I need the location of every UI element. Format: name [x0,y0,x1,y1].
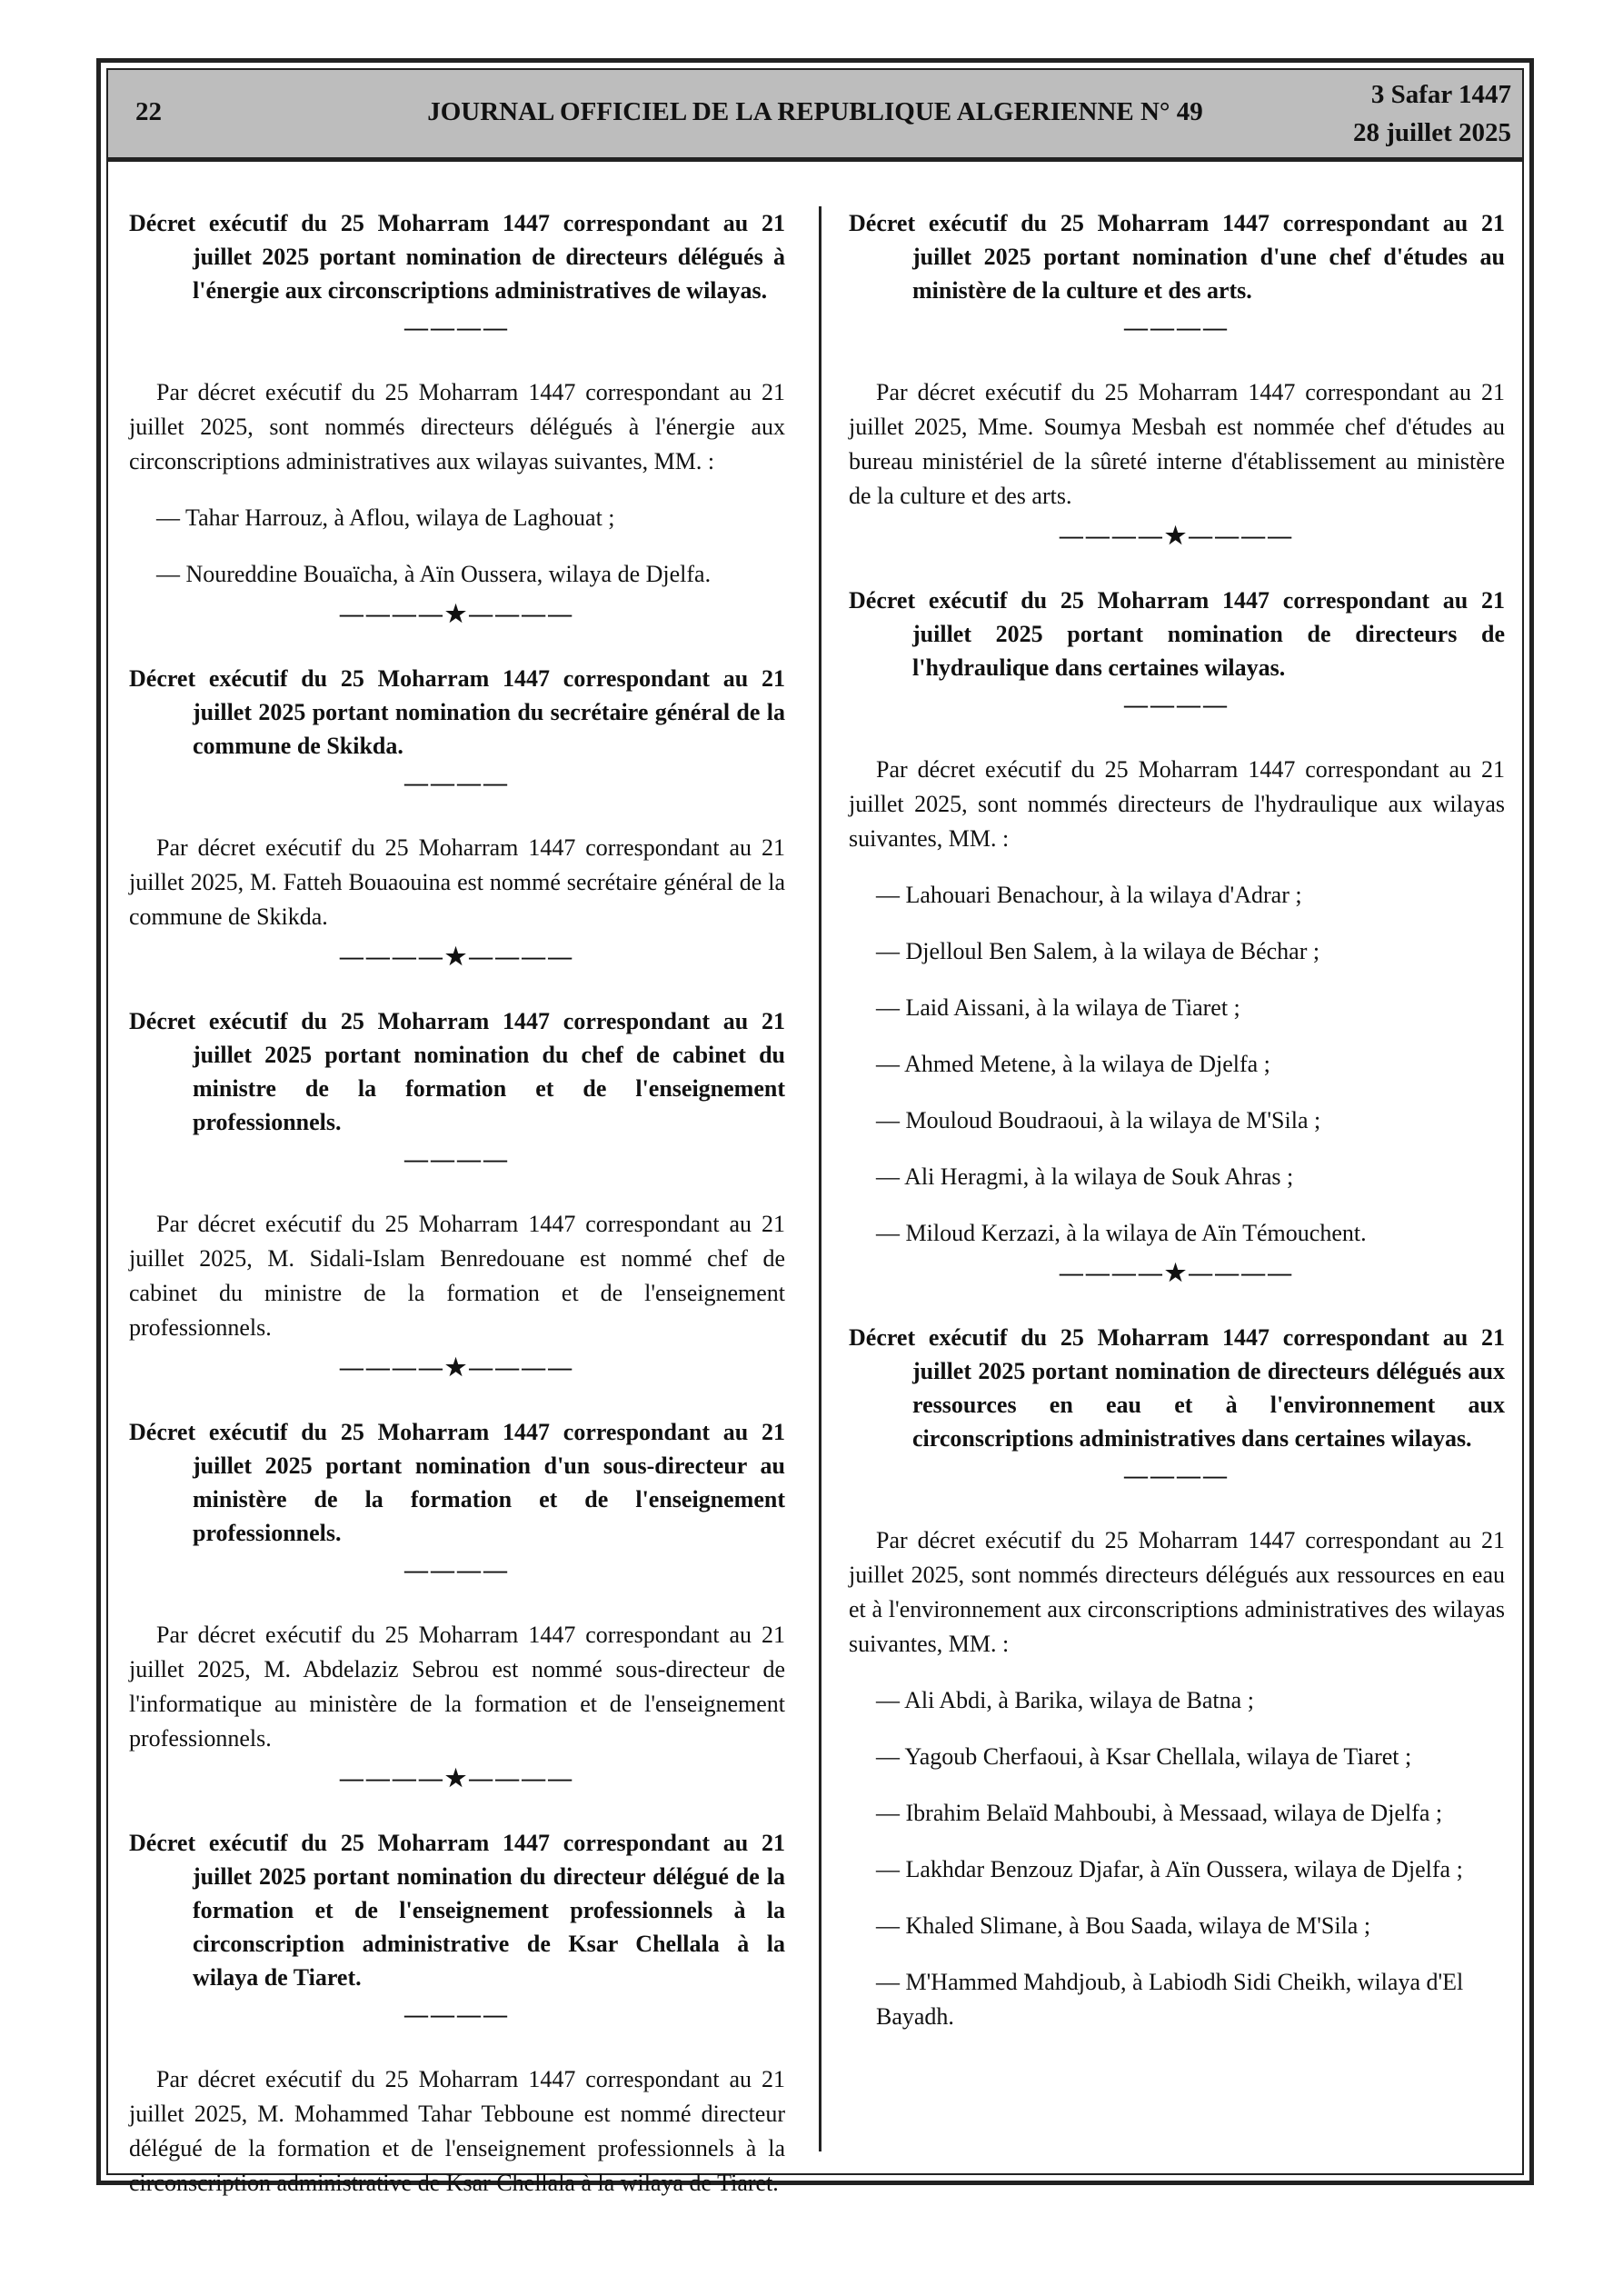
date-hijri: 3 Safar 1447 [1370,80,1511,109]
decree-article [129,1004,785,1384]
nominee-list-item: — Khaled Slimane, à Bou Saada, wilaya de M'Sila ; [876,1912,1371,1939]
decree-article [849,206,1505,553]
decree-title: Décret exécutif du 25 Moharram 1447 correspondant au 21 juillet 2025 portant nomination du secrétaire général de la commune de Skikda. [129,665,785,759]
decree-title: Décret exécutif du 25 Moharram 1447 correspondant au 21 juillet 2025 portant nomination de directeurs de l'hydraulique dans certaines wilayas. [849,587,1505,681]
column-divider [819,206,821,2151]
decree-article [129,1415,785,1795]
short-separator: ———— [404,770,510,796]
decree-body: Par décret exécutif du 25 Moharram 1447 correspondant au 21 juillet 2025, M. Abdelaziz Sebrou est nommé sous-directeur de l'informatique au ministère de la formation et de l'enseignement professionnels. [129,1622,785,1752]
nominee-list-item: — M'Hammed Mahdjoub, à Labiodh Sidi Cheikh, wilaya d'El Bayadh. [876,1969,1464,2030]
issue-date [1353,75,1511,152]
decree-title: Décret exécutif du 25 Moharram 1447 correspondant au 21 juillet 2025 portant nomination du chef de cabinet du ministre de la formation et de l'enseignement professionnels. [129,1008,785,1135]
date-gregorian: 28 juillet 2025 [1353,118,1511,147]
decree-title: Décret exécutif du 25 Moharram 1447 correspondant au 21 juillet 2025 portant nomination d'une chef d'études au ministère de la culture et des arts. [849,210,1505,304]
decree-title: Décret exécutif du 25 Moharram 1447 correspondant au 21 juillet 2025 portant nomination d'un sous-directeur au ministère de la formation et de l'enseignement professionnels. [129,1419,785,1546]
page-inner-frame [106,68,1524,2196]
short-separator: ———— [1124,314,1230,341]
journal-header [108,70,1522,162]
nominee-list-item: — Yagoub Cherfaoui, à Ksar Chellala, wilaya de Tiaret ; [876,1743,1412,1770]
star-separator: ————★———— [339,1765,575,1792]
short-separator: ———— [404,314,510,341]
nominee-list-item: — Noureddine Bouaïcha, à Aïn Oussera, wilaya de Djelfa. [156,561,712,587]
nominee-list-item: — Ali Heragmi, à la wilaya de Souk Ahras ; [876,1163,1294,1190]
nominee-list-item: — Ahmed Metene, à la wilaya de Djelfa ; [876,1051,1270,1077]
decree-title: Décret exécutif du 25 Moharram 1447 correspondant au 21 juillet 2025 portant nomination de directeurs délégués aux ressources en eau et à l'environnement aux circonscriptions administratives dans certaines wilayas. [849,1324,1505,1452]
nominee-list-item: — Mouloud Boudraoui, à la wilaya de M'Sila ; [876,1107,1321,1133]
nominee-list-item: — Lakhdar Benzouz Djafar, à Aïn Oussera, wilaya de Djelfa ; [876,1856,1463,1882]
decree-article [129,206,785,631]
decree-article [849,1321,1505,2034]
decree-body: Par décret exécutif du 25 Moharram 1447 correspondant au 21 juillet 2025, M. Mohammed Tahar Tebboune est nommé directeur délégué de la formation et de l'enseignement professionnels à la circonscription administrative de Ksar Chellala à la wilaya de Tiaret. [129,2066,785,2196]
right-column [849,206,1505,2034]
decree-article [129,662,785,973]
nominee-list-item: — Tahar Harrouz, à Aflou, wilaya de Laghouat ; [156,504,615,531]
short-separator: ———— [1124,692,1230,718]
nominee-list-item: — Ibrahim Belaïd Mahboubi, à Messaad, wilaya de Djelfa ; [876,1800,1443,1826]
nominee-list-item: — Ali Abdi, à Barika, wilaya de Batna ; [876,1687,1254,1713]
short-separator: ———— [404,1146,510,1173]
page-number: 22 [135,97,162,126]
decree-body: Par décret exécutif du 25 Moharram 1447 correspondant au 21 juillet 2025, M. Sidali-Islam Benredouane est nommé chef de cabinet du ministre de la formation et de l'enseignement professionnels. [129,1211,785,1341]
decree-body: Par décret exécutif du 25 Moharram 1447 correspondant au 21 juillet 2025, M. Fatteh Bouaouina est nommé secrétaire général de la commune de Skikda. [129,834,785,930]
page-frame [96,58,1534,2196]
journal-title: JOURNAL OFFICIEL DE LA REPUBLIQUE ALGERIENNE N° 49 [427,97,1203,126]
star-separator: ————★———— [1059,1260,1295,1286]
decree-body: Par décret exécutif du 25 Moharram 1447 correspondant au 21 juillet 2025, sont nommés directeurs délégués aux ressources en eau et à l'environnement aux circonscriptions administratives des wilayas suivantes, MM. : [849,1527,1505,1657]
nominee-list-item: — Miloud Kerzazi, à la wilaya de Aïn Témouchent. [876,1220,1367,1246]
star-separator: ————★———— [1059,523,1295,549]
nominee-list-item: — Lahouari Benachour, à la wilaya d'Adrar ; [876,882,1302,908]
short-separator: ———— [404,2002,510,2028]
star-separator: ————★———— [339,943,575,970]
decree-body: Par décret exécutif du 25 Moharram 1447 correspondant au 21 juillet 2025, sont nommés directeurs délégués à l'énergie aux circonscriptions administratives aux wilayas suivantes, MM. : [129,379,785,474]
star-separator: ————★———— [339,1354,575,1381]
short-separator: ———— [404,1557,510,1583]
nominee-list-item: — Djelloul Ben Salem, à la wilaya de Béchar ; [876,938,1320,964]
decree-title: Décret exécutif du 25 Moharram 1447 correspondant au 21 juillet 2025 portant nomination de directeurs délégués à l'énergie aux circonscriptions administratives de wilayas. [129,210,785,304]
nominee-list-item: — Laid Aissani, à la wilaya de Tiaret ; [876,994,1240,1021]
star-separator: ————★———— [339,601,575,627]
left-column [129,206,785,2201]
decree-title: Décret exécutif du 25 Moharram 1447 correspondant au 21 juillet 2025 portant nomination du directeur délégué de la formation et de l'enseignement professionnels à la circonscription administrative de Ksar Chellala à la wilaya de Tiaret. [129,1830,785,1991]
decree-body: Par décret exécutif du 25 Moharram 1447 correspondant au 21 juillet 2025, Mme. Soumya Mesbah est nommée chef d'études au bureau ministériel de la sûreté interne d'établissement au ministère de la culture et des arts. [849,379,1505,509]
decree-body: Par décret exécutif du 25 Moharram 1447 correspondant au 21 juillet 2025, sont nommés directeurs de l'hydraulique aux wilayas suivantes, MM. : [849,756,1505,852]
short-separator: ———— [1124,1462,1230,1489]
decree-article [849,584,1505,1290]
decree-article [129,1826,785,2201]
